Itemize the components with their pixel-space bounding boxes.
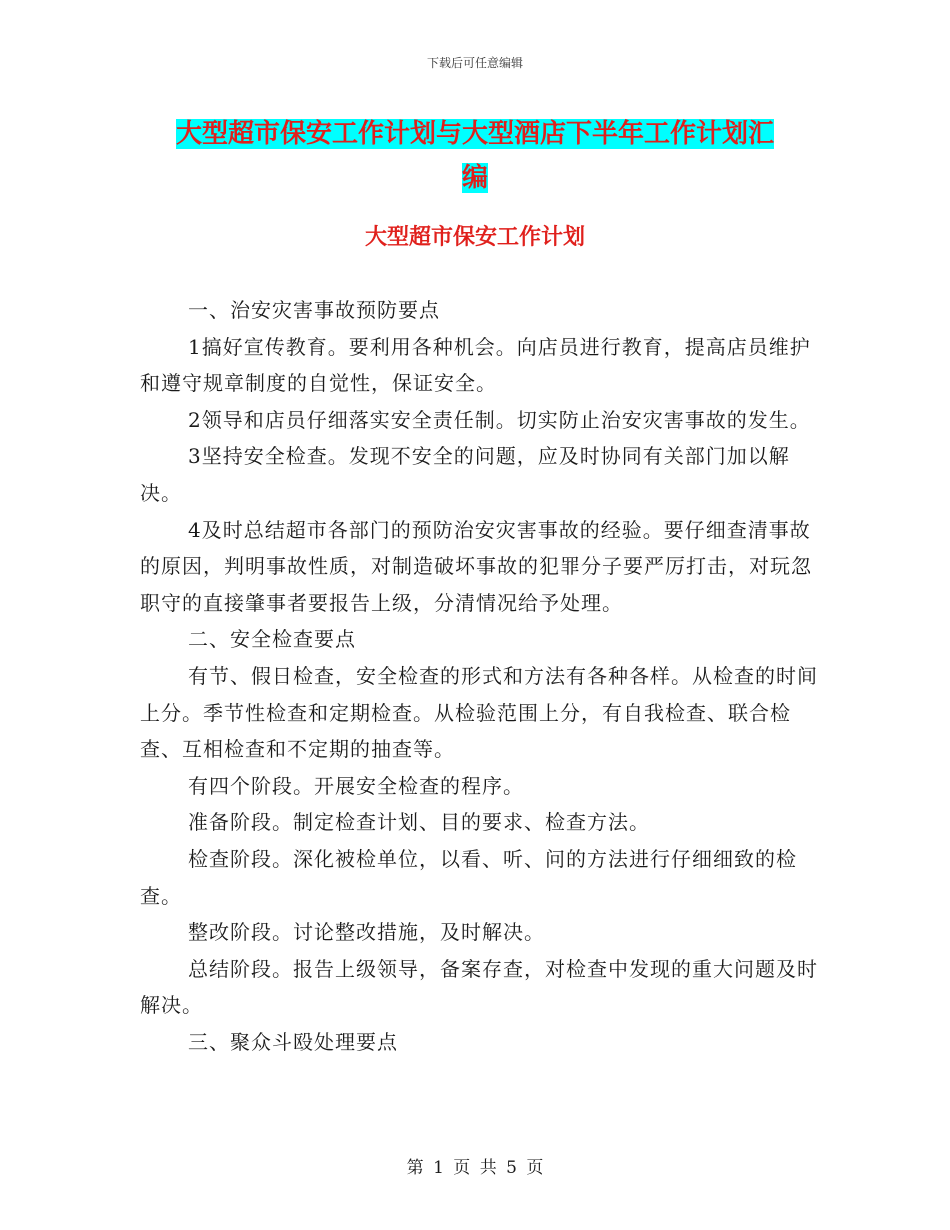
paragraph: 1搞好宣传教育。要利用各种机会。向店员进行教育，提高店员维护和遵守规章制度的自觉性，保证安全。: [140, 334, 811, 396]
paragraph: 3坚持安全检查。发现不安全的问题，应及时协同有关部门加以解决。: [140, 444, 790, 505]
document-title: [140, 112, 810, 200]
paragraph: 4及时总结超市各部门的预防治安灾害事故的经验。要仔细查清事故的原因，判明事故性质，对制造破坏事故的犯罪分子要严厉打击，对玩忽职守的直接肇事者要报告上级，分清情况给予处理。: [140, 517, 812, 615]
paragraph: 有节、假日检查，安全检查的形式和方法有各种各样。从检查的时间上分。季节性检查和定期检查。从检验范围上分，有自我检查、联合检查、互相检查和不定期的抽查等。: [140, 663, 818, 762]
document-title-line-1: 大型超市保安工作计划与大型酒店下半年工作计划汇: [175, 119, 774, 149]
paragraph: 总结阶段。报告上级领导，备案存查，对检查中发现的重大问题及时解决。: [140, 956, 818, 1018]
paragraph: 准备阶段。制定检查计划、目的要求、检查方法。: [188, 810, 650, 835]
document-title-line-2: 编: [461, 163, 488, 193]
paragraph-heading-2: 二、安全检查要点: [188, 627, 356, 652]
header-note: 下载后可任意编辑: [426, 56, 523, 70]
paragraph: 整改阶段。讨论整改措施，及时解决。: [188, 920, 545, 945]
document-body: [140, 292, 830, 1060]
paragraph: 有四个阶段。开展安全检查的程序。: [188, 773, 524, 798]
paragraph-heading-3: 三、聚众斗殴处理要点: [188, 1029, 398, 1054]
paragraph: 2领导和店员仔细落实安全责任制。切实防止治安灾害事故的发生。: [188, 407, 811, 432]
page-footer: 第 1 页 共 5 页: [406, 1158, 544, 1178]
paragraph: 检查阶段。深化被检单位，以看、听、问的方法进行仔细细致的检查。: [140, 846, 797, 908]
section-title: 大型超市保安工作计划: [364, 225, 585, 250]
paragraph-heading-1: 一、治安灾害事故预防要点: [188, 298, 440, 322]
